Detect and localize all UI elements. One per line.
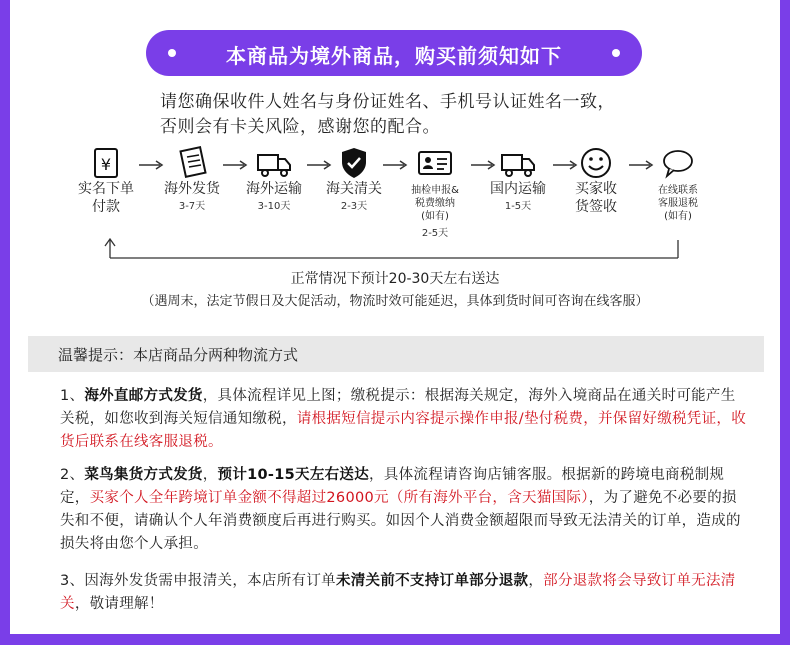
return-flow-bracket [100,238,690,262]
id-card-icon [416,146,454,180]
shield-check-icon [337,146,371,180]
bullet-dot-icon [612,49,620,57]
policy-paragraph-3: 3、因海外发货需申报清关，本店所有订单未清关前不支持订单部分退款，部分退款将会导致订单无法清关，敬请理解！ [60,573,736,612]
flow-step-overseas-shipping: 海外发货 3-7天 [150,146,234,213]
policy-paragraph-1: 1、海外直邮方式发货，具体流程详见上图；缴税提示：根据海关规定，海外入境商品在通关时可能产生关税，如您收到海关短信通知缴税，请根据短信提示内容提示操作申报/垫付税费，并保留好缴税凭证，收货后联系在线客服退税。 [60,388,746,450]
checklist-icon [175,146,209,180]
delivery-delay-note: （遇周末，法定节假日及大促活动，物流时效可能延迟，具体到货时间可咨询在线客服） [141,294,649,309]
smiley-icon [579,146,613,180]
flow-step-receipt: 买家收 货签收 [554,146,638,216]
payment-receipt-icon [89,146,123,180]
flow-step-domestic-transport: 国内运输 1-5天 [476,146,560,213]
flow-step-customs-clearance: 海关清关 2-3天 [312,146,396,213]
tip-bar [28,336,764,372]
flow-step-inspection-tax: 抽检申报& 税费缴纳 (如有) 2-5天 [393,146,477,240]
banner-title: 本商品为境外商品，购买前须知如下 [226,44,562,68]
flow-step-order-payment: ¥ 实名下单 付款 [64,146,148,216]
policy-paragraph-2: 2、菜鸟集货方式发货，预计10-15天左右送达，具体流程请咨询店铺客服。根据新的跨境电商税制规定，买家个人全年跨境订单金额不得超过26000元（所有海外平台，含天猫国际），为了避免不必要的损失和不便，请确认个人年消费额度后再进行购买。如因个人消费金额超限而导致无法清关的订单，造成的损失将由您个人承担。 [60,467,741,552]
title-banner [146,30,642,76]
tip-bar-label: 温馨提示：本店商品分两种物流方式 [58,346,299,364]
truck-icon [255,146,293,180]
chat-bubble-icon [660,146,696,180]
truck-icon [499,146,537,180]
svg-text:¥: ¥ [100,155,112,174]
flow-step-overseas-transport: 海外运输 3-10天 [232,146,316,213]
intro-text: 请您确保收件人姓名与身份证姓名、手机号认证姓名一致， 否则会有卡关风险，感谢您的配合。 [160,92,615,137]
flow-step-contact-service: 在线联系 客服退税 (如有) [636,146,720,223]
delivery-estimate: 正常情况下预计20-30天左右送达 [290,271,500,287]
